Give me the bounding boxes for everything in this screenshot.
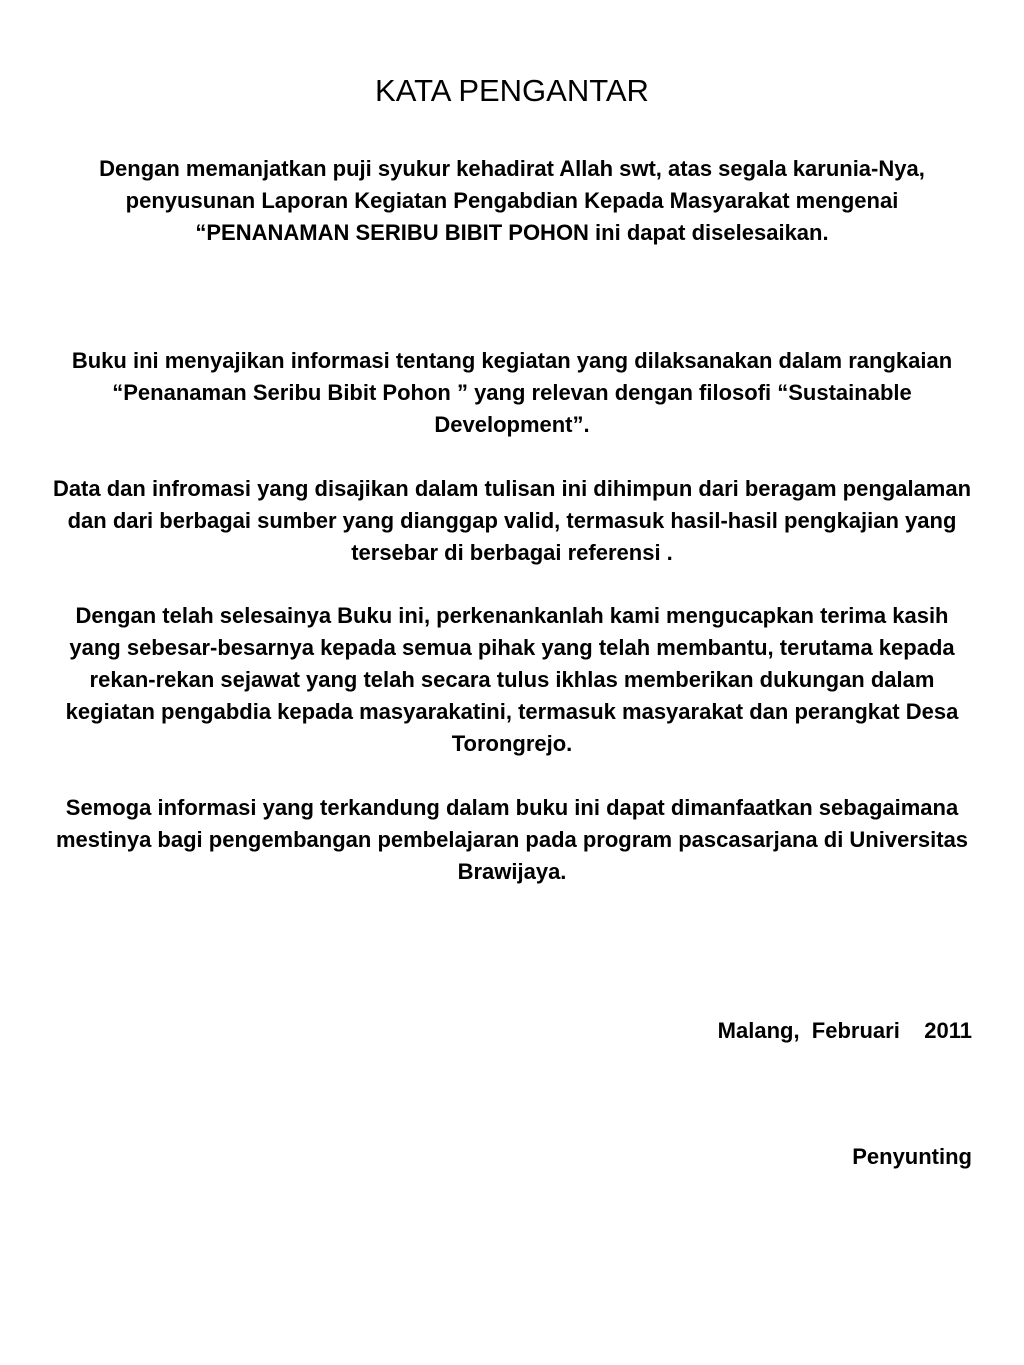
paragraph-acknowledgements: Dengan telah selesainya Buku ini, perkenankanlah kami mengucapkan terima kasih yang sebesar-besarnya kepada semua pihak yang telah membantu, terutama kepada rekan-rekan sejawat yang telah secara tulus ikhlas memberikan dukungan dalam kegiatan pengabdia kepada masyarakatini, termasuk masyarakat dan perangkat Desa Torongrejo. — [65, 603, 959, 756]
paragraph-opening: Dengan memanjatkan puji syukur kehadirat Allah swt, atas segala karunia-Nya, penyusunan Laporan Kegiatan Pengabdian Kepada Masyarakat mengenai “PENANAMAN SERIBU BIBIT POHON ini dapat diselesaikan. — [99, 156, 925, 245]
document-title: KATA PENGANTAR — [375, 73, 649, 108]
signatory: Penyunting — [852, 1144, 972, 1169]
paragraph-data-sources: Data dan infromasi yang disajikan dalam tulisan ini dihimpun dari beragam pengalaman dan dari berbagai sumber yang dianggap valid, termasuk hasil-hasil pengkajian yang tersebar di berbagai referensi . — [52, 476, 972, 565]
paragraph-closing-hope: Semoga informasi yang terkandung dalam buku ini dapat dimanfaatkan sebagaimana mestinya bagi pengembangan pembelajaran pada program pascasarjana di Universitas Brawijaya. — [55, 795, 969, 884]
place-date: Malang, Februari 2011 — [717, 1018, 972, 1043]
paragraph-book-content: Buku ini menyajikan informasi tentang kegiatan yang dilaksanakan dalam rangkaian “Penanaman Seribu Bibit Pohon ” yang relevan dengan filosofi “Sustainable Development”. — [71, 348, 953, 437]
